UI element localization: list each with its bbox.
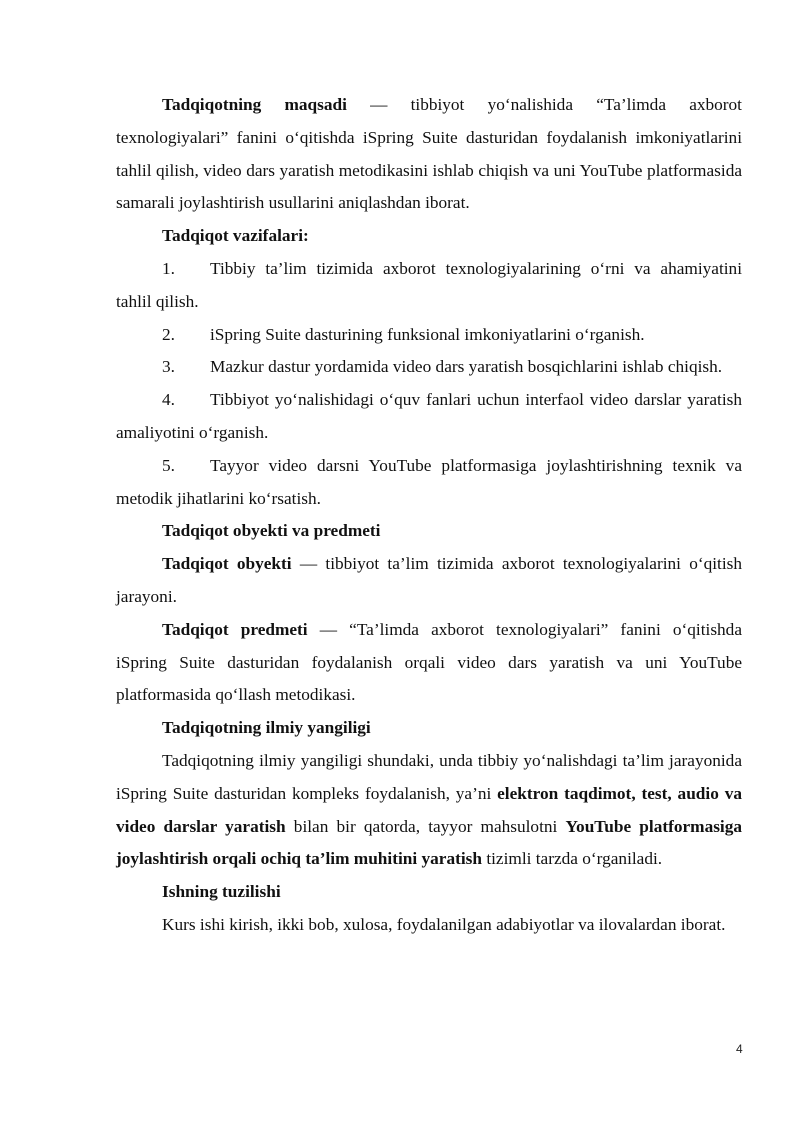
subject-text: — “Ta’limda axborot texnologiyalari” fanini o‘qitishda iSpring Suite dasturidan foydalanish orqali video dars yaratish va uni YouTube platformasida qo‘llash metodikasi.	[116, 619, 742, 705]
subject-paragraph	[116, 614, 742, 712]
task-item	[116, 351, 742, 384]
novelty-bold-2: YouTube platformasiga joylashtirish orqali ochiq ta’lim muhitini yaratish	[116, 816, 743, 869]
novelty-heading: Tadqiqotning ilmiy yangiligi	[162, 718, 371, 738]
object-lead: Tadqiqot obyekti	[162, 554, 292, 574]
novelty-paragraph	[116, 745, 742, 876]
purpose-paragraph	[116, 89, 742, 220]
novelty-text-3: tizimli tarzda o‘rganiladi.	[482, 849, 663, 869]
task-number: 1.	[162, 258, 175, 278]
task-number: 3.	[162, 357, 175, 377]
task-text: Mazkur dastur yordamida video dars yaratish bosqichlarini ishlab chiqish.	[210, 357, 723, 377]
task-item	[116, 253, 742, 319]
task-item	[116, 384, 742, 450]
page-number: 4	[736, 1042, 743, 1056]
subject-lead: Tadqiqot predmeti	[162, 619, 308, 639]
task-text: Tayyor video darsni YouTube platformasiga joylashtirishning texnik va metodik jihatlarini ko‘rsatish.	[116, 455, 742, 508]
purpose-lead: Tadqiqotning maqsadi	[162, 95, 347, 114]
object-text: — tibbiyot ta’lim tizimida axborot texnologiyalarini o‘qitish jarayoni.	[116, 554, 743, 606]
novelty-bold-1: elektron taqdimot, test, audio va video darslar yaratish	[116, 783, 742, 836]
purpose-text: — tibbiyot yo‘nalishida “Ta’limda axborot texnologiyalari” fanini o‘qitishda iSpring Suite dasturidan foydalanish imkoniyatlarini tahlil qilish, video dars yaratish metodikasini ishlab chiqish va uni YouTube platformasida samarali joylashtirish usullarini aniqlashdan iborat.	[116, 95, 742, 213]
object-paragraph	[116, 548, 742, 614]
page-content	[116, 89, 742, 942]
task-text: Tibbiyot yo‘nalishidagi o‘quv fanlari uchun interfaol video darslar yaratish amaliyotini o‘rganish.	[116, 390, 742, 442]
task-number: 5.	[162, 455, 175, 475]
task-text: Tibbiy ta’lim tizimida axborot texnologiyalarining o‘rni va ahamiyatini tahlil qilish.	[116, 258, 742, 311]
novelty-text-1: Tadqiqotning ilmiy yangiligi shundaki, unda tibbiy yo‘nalishdagi ta’lim jarayonida iSpring Suite dasturidan kompleks foydalanish, ya’ni	[116, 750, 742, 803]
structure-heading: Ishning tuzilishi	[162, 882, 281, 902]
task-number: 2.	[162, 324, 175, 344]
task-item	[116, 450, 742, 516]
task-number: 4.	[162, 390, 175, 410]
object-subject-heading: Tadqiqot obyekti va predmeti	[162, 521, 381, 541]
tasks-heading: Tadqiqot vazifalari:	[162, 226, 309, 246]
structure-paragraph: Kurs ishi kirish, ikki bob, xulosa, foydalanilgan adabiyotlar va ilovalardan iborat.	[162, 914, 726, 934]
novelty-text-2: bilan bir qatorda, tayyor mahsulotni	[285, 816, 566, 836]
task-text: iSpring Suite dasturining funksional imkoniyatlarini o‘rganish.	[210, 324, 645, 344]
task-item	[116, 319, 742, 352]
